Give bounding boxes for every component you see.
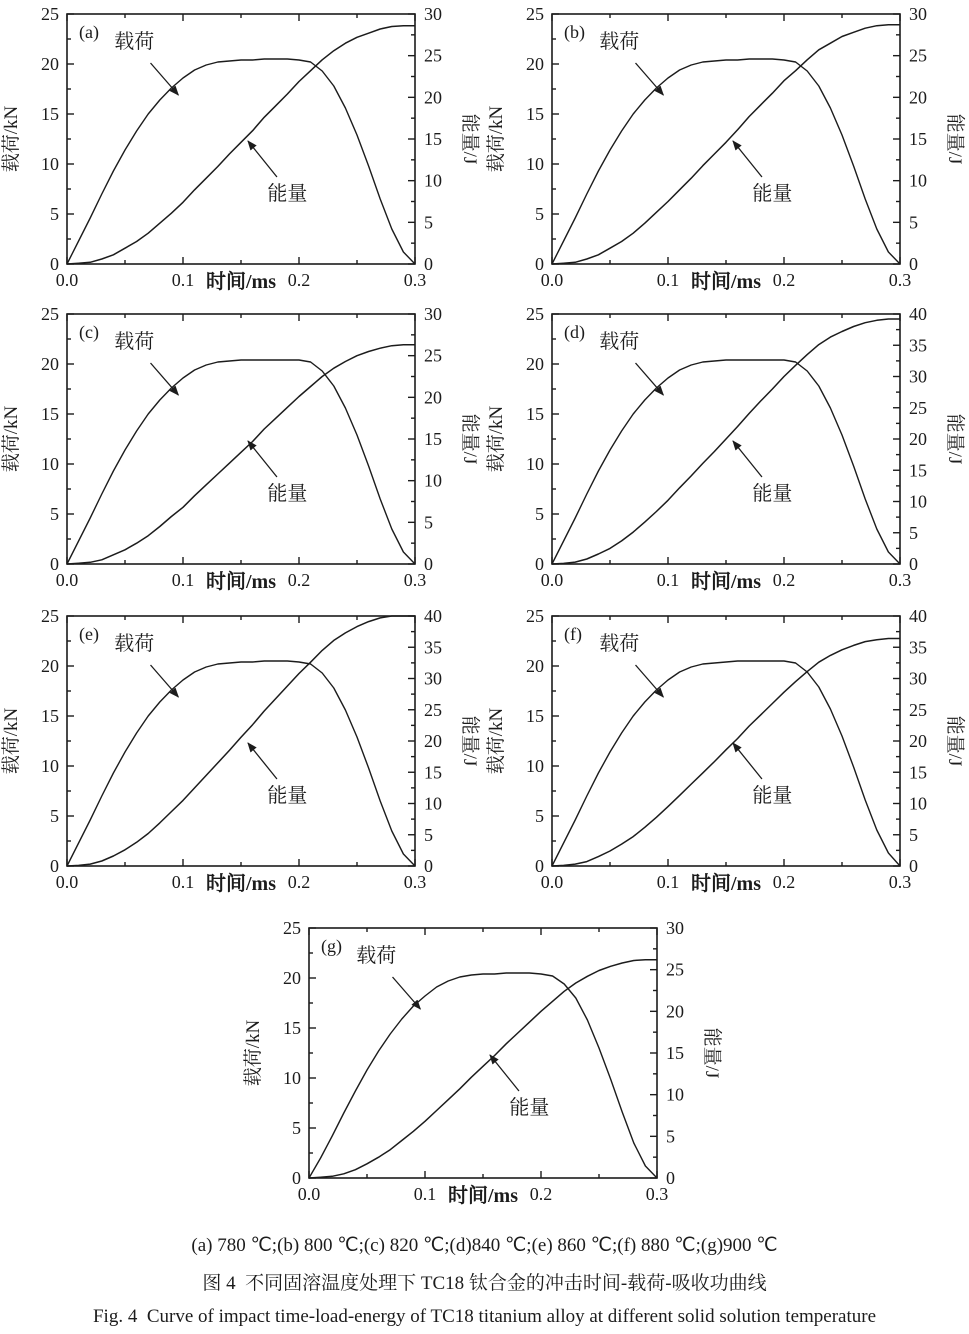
left-tick-label: 15 xyxy=(41,706,59,726)
right-tick-label: 0 xyxy=(424,254,433,274)
left-tick-label: 0 xyxy=(292,1168,301,1188)
left-tick-label: 25 xyxy=(526,606,544,626)
load-label: 载荷 xyxy=(114,633,155,655)
energy-curve xyxy=(309,960,657,1178)
right-tick-label: 20 xyxy=(424,387,442,408)
right-tick-label: 0 xyxy=(424,856,433,876)
right-tick-label: 10 xyxy=(424,170,442,191)
energy-arrow xyxy=(248,743,277,779)
energy-label: 能量 xyxy=(752,483,793,505)
load-label: 载荷 xyxy=(599,331,640,353)
x-tick-label: 0.1 xyxy=(171,872,195,892)
energy-label: 能量 xyxy=(267,483,308,505)
panel-letter: (a) xyxy=(79,22,99,42)
right-tick-label: 15 xyxy=(909,460,927,481)
left-tick-label: 5 xyxy=(292,1118,301,1138)
left-tick-label: 25 xyxy=(526,304,544,324)
panel-b xyxy=(485,2,969,307)
tick-labels xyxy=(41,4,442,290)
right-tick-label: 5 xyxy=(424,212,433,233)
chart-d xyxy=(485,302,969,602)
load-arrow xyxy=(636,63,664,95)
load-curve xyxy=(67,661,415,866)
right-tick-label: 15 xyxy=(666,1043,684,1063)
left-tick-label: 5 xyxy=(50,806,59,826)
load-label: 载荷 xyxy=(356,945,397,967)
caption-title-zh: 图 4 不同固溶温度处理下 TC18 钛合金的冲击时间-载荷-吸收功曲线 xyxy=(202,1273,767,1294)
x-tick-label: 0.3 xyxy=(403,270,427,290)
left-tick-label: 25 xyxy=(41,4,59,24)
tick-labels xyxy=(283,918,684,1204)
panel-c xyxy=(0,302,484,607)
left-tick-label: 15 xyxy=(41,404,59,424)
x-tick-label: 0.0 xyxy=(540,570,564,590)
energy-arrow xyxy=(248,141,277,177)
load-curve xyxy=(552,59,900,264)
energy-label: 能量 xyxy=(509,1097,550,1119)
left-tick-label: 20 xyxy=(41,656,59,676)
right-tick-label: 10 xyxy=(909,491,927,512)
x-axis-title: 时间/ms xyxy=(691,271,761,293)
right-tick-label: 10 xyxy=(424,470,442,491)
left-tick-label: 5 xyxy=(535,504,544,524)
x-tick-label: 0.3 xyxy=(645,1184,669,1204)
left-tick-label: 25 xyxy=(283,918,301,938)
chart-f xyxy=(485,604,969,904)
tick-labels xyxy=(526,4,927,290)
right-tick-label: 15 xyxy=(909,762,927,783)
panel-letter: (f) xyxy=(564,624,582,644)
right-tick-label: 10 xyxy=(424,793,442,814)
load-arrow xyxy=(636,363,664,395)
right-tick-label: 10 xyxy=(909,793,927,814)
right-tick-label: 0 xyxy=(909,254,918,274)
x-tick-label: 0.2 xyxy=(287,570,311,590)
x-tick-label: 0.2 xyxy=(287,872,311,892)
load-label: 载荷 xyxy=(599,31,640,53)
panel-letter: (g) xyxy=(321,936,342,956)
right-tick-label: 35 xyxy=(909,335,927,356)
x-tick-label: 0.1 xyxy=(656,570,680,590)
right-tick-label: 0 xyxy=(424,554,433,574)
energy-curve xyxy=(67,26,415,264)
right-axis-title: 能量/J xyxy=(459,113,480,165)
left-tick-label: 25 xyxy=(41,606,59,626)
right-tick-label: 30 xyxy=(666,918,684,938)
right-tick-label: 25 xyxy=(666,959,684,980)
load-label: 载荷 xyxy=(599,633,640,655)
right-tick-label: 5 xyxy=(909,824,918,845)
x-axis-title: 时间/ms xyxy=(206,571,276,593)
x-tick-label: 0.2 xyxy=(529,1184,553,1204)
x-tick-label: 0.3 xyxy=(888,872,912,892)
right-axis-title: 能量/J xyxy=(459,413,480,465)
right-tick-label: 20 xyxy=(909,731,927,751)
panel-a xyxy=(0,2,484,307)
left-tick-label: 10 xyxy=(526,154,544,174)
left-axis-title: 载荷/kN xyxy=(243,1019,264,1087)
left-axis-title: 载荷/kN xyxy=(486,707,507,775)
left-tick-label: 20 xyxy=(526,354,544,374)
left-tick-label: 20 xyxy=(283,968,301,988)
right-tick-label: 15 xyxy=(909,129,927,149)
right-tick-label: 30 xyxy=(424,4,442,24)
panel-e xyxy=(0,604,484,909)
load-curve xyxy=(552,661,900,866)
x-tick-label: 0.1 xyxy=(171,570,195,590)
energy-curve xyxy=(552,319,900,564)
left-tick-label: 10 xyxy=(41,154,59,174)
load-curve xyxy=(67,360,415,564)
left-axis-title: 载荷/kN xyxy=(1,707,22,775)
load-arrow xyxy=(151,363,179,395)
energy-label: 能量 xyxy=(752,785,793,807)
right-tick-label: 40 xyxy=(909,606,927,626)
left-tick-label: 5 xyxy=(535,204,544,224)
right-tick-label: 5 xyxy=(666,1126,675,1147)
load-arrow xyxy=(151,665,179,697)
right-tick-label: 30 xyxy=(424,668,442,689)
right-tick-label: 15 xyxy=(424,129,442,149)
right-tick-label: 40 xyxy=(909,304,927,324)
left-tick-label: 20 xyxy=(41,54,59,74)
x-tick-label: 0.0 xyxy=(55,570,79,590)
x-tick-label: 0.2 xyxy=(772,270,796,290)
left-axis-title: 载荷/kN xyxy=(486,105,507,173)
x-tick-label: 0.1 xyxy=(656,872,680,892)
right-tick-label: 0 xyxy=(909,554,918,574)
chart-a xyxy=(0,2,484,302)
left-tick-label: 25 xyxy=(526,4,544,24)
x-axis-title: 时间/ms xyxy=(206,271,276,293)
left-tick-label: 0 xyxy=(50,856,59,876)
right-tick-label: 35 xyxy=(424,637,442,658)
x-axis-title: 时间/ms xyxy=(206,873,276,895)
x-tick-label: 0.0 xyxy=(540,270,564,290)
tick-labels xyxy=(41,606,442,892)
tick-labels xyxy=(41,304,442,590)
right-tick-label: 5 xyxy=(909,212,918,233)
left-tick-label: 25 xyxy=(41,304,59,324)
caption-title-en: Fig. 4 Curve of impact time-load-energy of TC18 titanium alloy at different solid solution temperature xyxy=(92,1306,877,1327)
panel-d xyxy=(485,302,969,607)
left-tick-label: 10 xyxy=(41,454,59,474)
right-tick-label: 20 xyxy=(909,87,927,108)
left-tick-label: 10 xyxy=(526,454,544,474)
right-tick-label: 20 xyxy=(909,429,927,449)
right-axis-title: 能量/J xyxy=(459,715,480,767)
right-tick-label: 30 xyxy=(909,366,927,387)
energy-label: 能量 xyxy=(267,785,308,807)
left-tick-label: 15 xyxy=(526,104,544,124)
left-tick-label: 0 xyxy=(50,254,59,274)
left-tick-label: 5 xyxy=(535,806,544,826)
left-tick-label: 5 xyxy=(50,504,59,524)
panel-letter: (b) xyxy=(564,22,585,42)
tick-labels xyxy=(526,304,927,590)
left-tick-label: 10 xyxy=(283,1068,301,1088)
right-tick-label: 25 xyxy=(909,45,927,66)
right-tick-label: 10 xyxy=(666,1084,684,1105)
caption-temperatures: (a) 780 ℃;(b) 800 ℃;(c) 820 ℃;(d)840 ℃;(e) 860 ℃;(f) 880 ℃;(g)900 ℃ xyxy=(191,1235,778,1256)
left-tick-label: 10 xyxy=(41,756,59,776)
right-tick-label: 0 xyxy=(909,856,918,876)
energy-curve xyxy=(67,345,415,564)
load-arrow xyxy=(393,977,421,1009)
energy-arrow xyxy=(733,743,762,779)
x-tick-label: 0.3 xyxy=(403,570,427,590)
load-label: 载荷 xyxy=(114,331,155,353)
left-tick-label: 15 xyxy=(41,104,59,124)
x-tick-label: 0.2 xyxy=(772,570,796,590)
energy-label: 能量 xyxy=(267,183,308,205)
right-axis-title: 能量/J xyxy=(944,413,965,465)
right-tick-label: 25 xyxy=(909,699,927,720)
left-tick-label: 20 xyxy=(526,656,544,676)
energy-arrow xyxy=(733,441,762,477)
right-axis-title: 能量/J xyxy=(944,715,965,767)
energy-arrow xyxy=(490,1055,519,1091)
x-tick-label: 0.0 xyxy=(540,872,564,892)
x-tick-label: 0.3 xyxy=(403,872,427,892)
left-tick-label: 15 xyxy=(526,404,544,424)
x-tick-label: 0.1 xyxy=(413,1184,437,1204)
right-tick-label: 5 xyxy=(909,522,918,543)
chart-e xyxy=(0,604,484,904)
panel-letter: (d) xyxy=(564,322,585,342)
load-curve xyxy=(552,360,900,564)
left-axis-title: 载荷/kN xyxy=(1,105,22,173)
panel-f xyxy=(485,604,969,909)
x-tick-label: 0.3 xyxy=(888,270,912,290)
chart-b xyxy=(485,2,969,302)
left-tick-label: 0 xyxy=(535,254,544,274)
x-tick-label: 0.3 xyxy=(888,570,912,590)
right-axis-title: 能量/J xyxy=(944,113,965,165)
right-tick-label: 10 xyxy=(909,170,927,191)
right-tick-label: 25 xyxy=(909,397,927,418)
x-tick-label: 0.0 xyxy=(297,1184,321,1204)
right-tick-label: 30 xyxy=(909,668,927,689)
right-tick-label: 40 xyxy=(424,606,442,626)
load-curve xyxy=(309,973,657,1178)
x-tick-label: 0.1 xyxy=(171,270,195,290)
right-tick-label: 25 xyxy=(424,345,442,366)
right-axis-title: 能量/J xyxy=(701,1027,722,1079)
right-tick-label: 35 xyxy=(909,637,927,658)
x-tick-label: 0.2 xyxy=(772,872,796,892)
x-tick-label: 0.1 xyxy=(656,270,680,290)
left-tick-label: 5 xyxy=(50,204,59,224)
chart-g xyxy=(242,916,726,1216)
right-tick-label: 20 xyxy=(424,87,442,108)
x-tick-label: 0.0 xyxy=(55,872,79,892)
right-tick-label: 25 xyxy=(424,45,442,66)
figure-caption xyxy=(0,1234,969,1328)
left-tick-label: 15 xyxy=(283,1018,301,1038)
chart-c xyxy=(0,302,484,602)
left-tick-label: 20 xyxy=(526,54,544,74)
right-tick-label: 15 xyxy=(424,762,442,783)
energy-arrow xyxy=(733,141,762,177)
energy-label: 能量 xyxy=(752,183,793,205)
x-tick-label: 0.0 xyxy=(55,270,79,290)
load-curve xyxy=(67,59,415,264)
right-tick-label: 15 xyxy=(424,429,442,449)
x-axis-title: 时间/ms xyxy=(691,571,761,593)
left-tick-label: 15 xyxy=(526,706,544,726)
right-tick-label: 30 xyxy=(424,304,442,324)
right-tick-label: 30 xyxy=(909,4,927,24)
x-axis-title: 时间/ms xyxy=(691,873,761,895)
right-tick-label: 20 xyxy=(666,1001,684,1022)
energy-arrow xyxy=(248,441,277,477)
x-axis-title: 时间/ms xyxy=(448,1185,518,1207)
panel-letter: (c) xyxy=(79,322,99,342)
left-axis-title: 载荷/kN xyxy=(1,405,22,473)
left-tick-label: 0 xyxy=(50,554,59,574)
left-tick-label: 20 xyxy=(41,354,59,374)
load-arrow xyxy=(636,665,664,697)
panel-g xyxy=(242,916,726,1221)
left-tick-label: 0 xyxy=(535,554,544,574)
right-tick-label: 0 xyxy=(666,1168,675,1188)
right-tick-label: 25 xyxy=(424,699,442,720)
x-tick-label: 0.2 xyxy=(287,270,311,290)
left-axis-title: 载荷/kN xyxy=(486,405,507,473)
left-tick-label: 0 xyxy=(535,856,544,876)
load-arrow xyxy=(151,63,179,95)
right-tick-label: 5 xyxy=(424,824,433,845)
right-tick-label: 20 xyxy=(424,731,442,751)
panel-letter: (e) xyxy=(79,624,99,644)
right-tick-label: 5 xyxy=(424,512,433,533)
left-tick-label: 10 xyxy=(526,756,544,776)
load-label: 载荷 xyxy=(114,31,155,53)
